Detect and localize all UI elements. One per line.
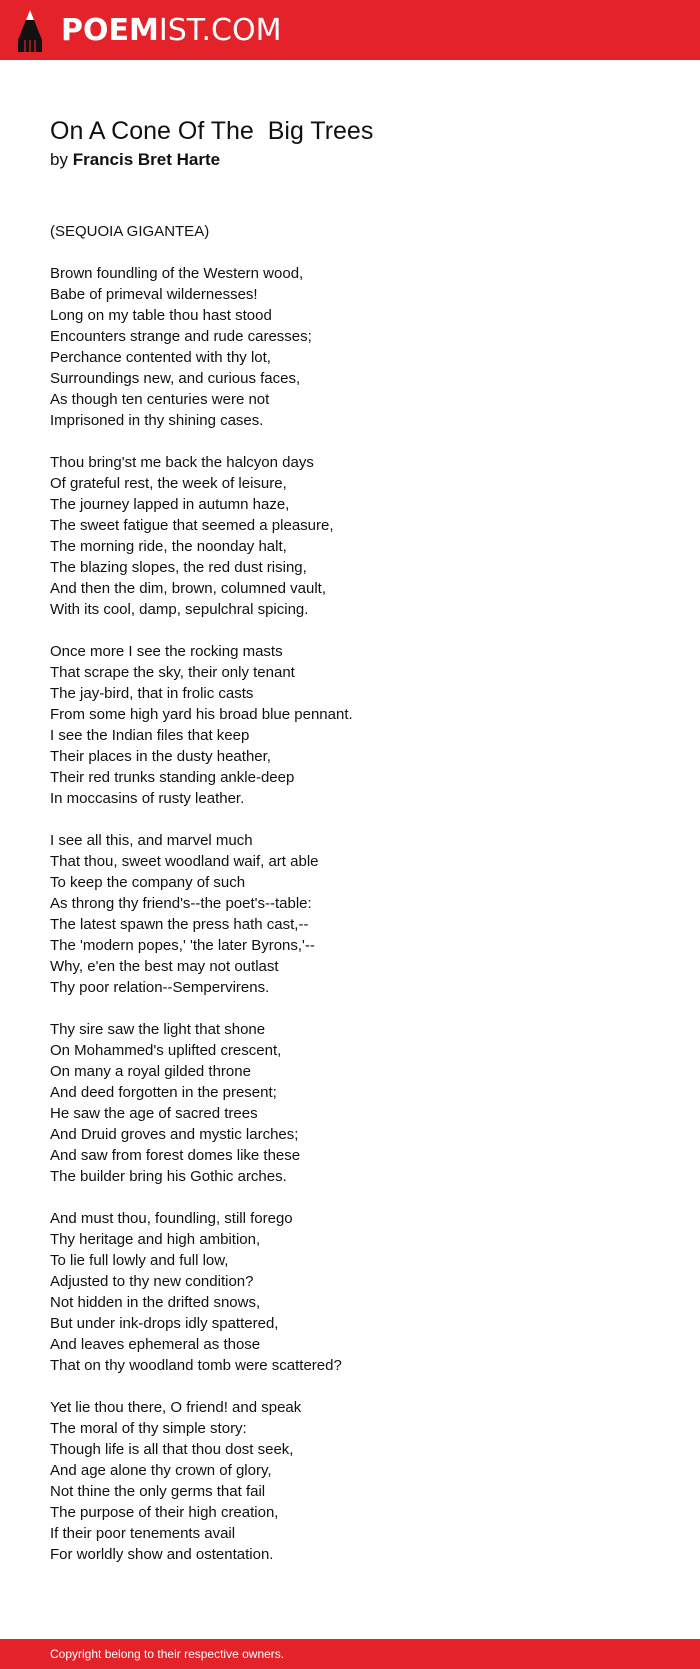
poem-line: In moccasins of rusty leather. (50, 790, 245, 807)
poem-stanza (50, 263, 660, 431)
poem-line: Perchance contented with thy lot, (50, 349, 271, 366)
poem-line: Imprisoned in thy shining cases. (50, 412, 264, 429)
poem-line: The blazing slopes, the red dust rising, (50, 559, 307, 576)
poem-line: And leaves ephemeral as those (50, 1336, 261, 1353)
poem-line: Their places in the dusty heather, (50, 748, 271, 765)
poem-line: If their poor tenements avail (50, 1525, 236, 1542)
poem-line: Long on my table thou hast stood (50, 307, 272, 324)
poem-line: The journey lapped in autumn haze, (50, 496, 290, 513)
poem-line: To keep the company of such (50, 874, 246, 891)
poem-line: That scrape the sky, their only tenant (50, 664, 295, 681)
poem-line: Their red trunks standing ankle-deep (50, 769, 295, 786)
poem-line: That on thy woodland tomb were scattered? (50, 1357, 342, 1374)
poem-stanza (50, 641, 660, 809)
poem-line: The jay-bird, that in frolic casts (50, 685, 254, 702)
copyright-text: Copyright belong to their respective owners. (50, 1647, 285, 1661)
poem-stanza (50, 1397, 660, 1565)
poem-line: From some high yard his broad blue pennant. (50, 706, 353, 723)
poem-line: Though life is all that thou dost seek, (50, 1441, 294, 1458)
poem-line: The purpose of their high creation, (50, 1504, 279, 1521)
brand-bold: POEM (61, 13, 159, 48)
by-label: by (50, 150, 68, 169)
poem-stanza (50, 1208, 660, 1376)
poem-line: Thou bring'st me back the halcyon days (50, 454, 314, 471)
poem-stanza (50, 1019, 660, 1187)
poem-line: I see the Indian files that keep (50, 727, 250, 744)
poem-byline (50, 149, 660, 171)
poem-stanza (50, 452, 660, 620)
poem-line: The moral of thy simple story: (50, 1420, 247, 1437)
poem-line: Yet lie thou there, O friend! and speak (50, 1399, 302, 1416)
poem-line: And saw from forest domes like these (50, 1147, 301, 1164)
poem-line: Once more I see the rocking masts (50, 643, 283, 660)
poem-line: On Mohammed's uplifted crescent, (50, 1042, 282, 1059)
poem-line: And age alone thy crown of glory, (50, 1462, 272, 1479)
pencil-icon (17, 10, 43, 52)
poem-line: The morning ride, the noonday halt, (50, 538, 287, 555)
poem-line: The latest spawn the press hath cast,-- (50, 916, 309, 933)
poem-line: Adjusted to thy new condition? (50, 1273, 254, 1290)
author-link[interactable]: Francis Bret Harte (72, 150, 221, 169)
poem-line: But under ink-drops idly spattered, (50, 1315, 279, 1332)
poem-line: To lie full lowly and full low, (50, 1252, 229, 1269)
poem-line: Of grateful rest, the week of leisure, (50, 475, 287, 492)
poem-line: As though ten centuries were not (50, 391, 270, 408)
poem-line: Thy poor relation--Sempervirens. (50, 979, 270, 996)
poem-line: And must thou, foundling, still forego (50, 1210, 293, 1227)
poem-line: Not thine the only germs that fail (50, 1483, 266, 1500)
site-footer (0, 1639, 700, 1669)
poem-line: That thou, sweet woodland waif, art able (50, 853, 319, 870)
poem-line: And Druid groves and mystic larches; (50, 1126, 299, 1143)
poem-line: The 'modern popes,' 'the later Byrons,'-- (50, 937, 315, 954)
poem-line: Encounters strange and rude caresses; (50, 328, 312, 345)
poem-line: Surroundings new, and curious faces, (50, 370, 301, 387)
poem-line: For worldly show and ostentation. (50, 1546, 274, 1563)
poem-line: He saw the age of sacred trees (50, 1105, 258, 1122)
poem-stanza (50, 830, 660, 998)
poem-line: With its cool, damp, sepulchral spicing. (50, 601, 309, 618)
poem-content (50, 114, 660, 1586)
poem-line: As throng thy friend's--the poet's--table: (50, 895, 312, 912)
poem-title: On A Cone Of The Big Trees (50, 117, 374, 145)
poem-subtitle: (SEQUOIA GIGANTEA) (50, 223, 210, 240)
poem-line: The builder bring his Gothic arches. (50, 1168, 287, 1185)
poem-line: Why, e'en the best may not outlast (50, 958, 279, 975)
poem-line: And deed forgotten in the present; (50, 1084, 277, 1101)
poem-line: Babe of primeval wildernesses! (50, 286, 258, 303)
poem-line: Not hidden in the drifted snows, (50, 1294, 261, 1311)
site-brand (61, 13, 282, 48)
poem-line: Brown foundling of the Western wood, (50, 265, 304, 282)
poem-line: Thy sire saw the light that shone (50, 1021, 266, 1038)
poem-line: And then the dim, brown, columned vault, (50, 580, 326, 597)
poem-line: The sweet fatigue that seemed a pleasure, (50, 517, 334, 534)
poem-line: On many a royal gilded throne (50, 1063, 251, 1080)
poem-stanzas (50, 263, 660, 1565)
brand-light: IST.COM (158, 13, 282, 48)
poem-line: I see all this, and marvel much (50, 832, 253, 849)
site-logo[interactable] (17, 9, 281, 53)
poem-line: Thy heritage and high ambition, (50, 1231, 261, 1248)
site-header (0, 0, 700, 60)
poem-body (50, 221, 660, 1565)
